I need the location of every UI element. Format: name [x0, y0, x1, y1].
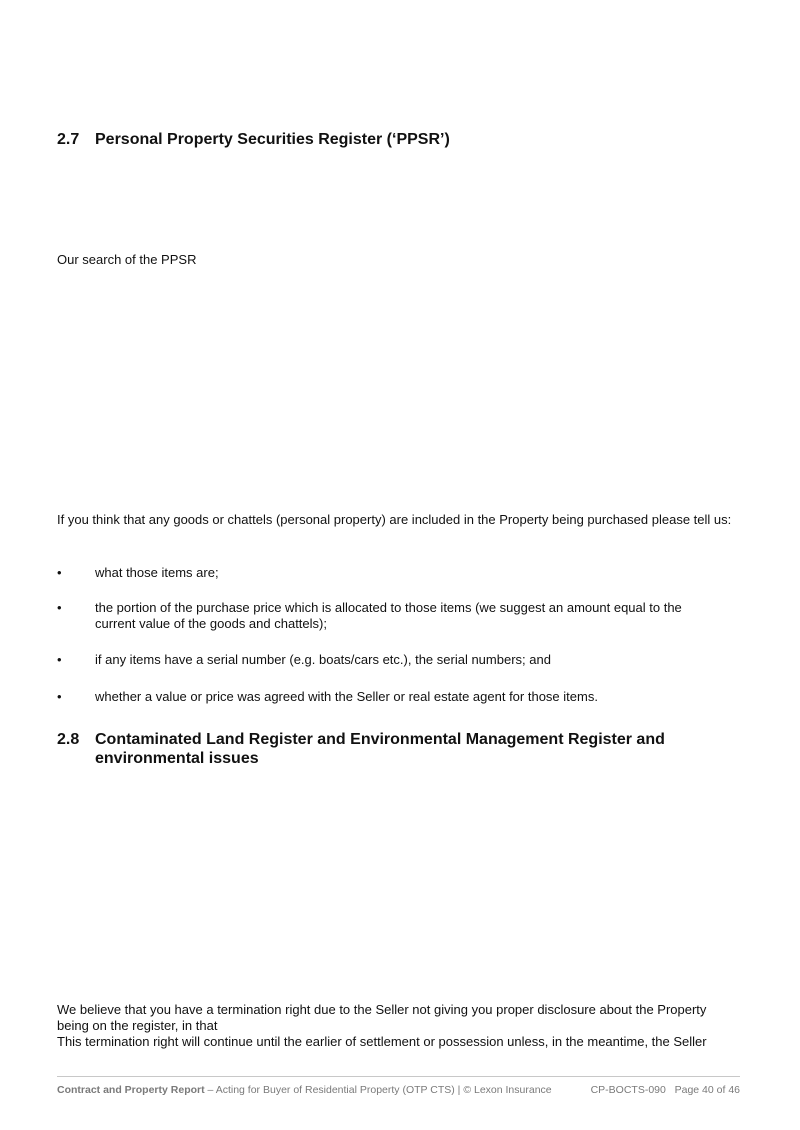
- bullet-icon: •: [57, 565, 62, 580]
- list-item: [57, 652, 747, 672]
- section-2-7-heading: [57, 130, 757, 150]
- termination-continuation-paragraph: This termination right will continue until the earlier of settlement or possession unless, in the meantime, the Seller: [57, 1034, 707, 1049]
- bullet-icon: •: [57, 652, 62, 667]
- footer-subtitle: – Acting for Buyer of Residential Property (OTP CTS) | © Lexon Insurance: [204, 1084, 552, 1096]
- bullet-text: if any items have a serial number (e.g. boats/cars etc.), the serial numbers; and: [95, 652, 551, 667]
- footer-title: Contract and Property Report: [57, 1084, 205, 1096]
- section-number: 2.8: [57, 731, 80, 748]
- list-item: [57, 565, 747, 585]
- footer-right: [591, 1084, 740, 1096]
- bullet-text: the portion of the purchase price which is allocated to those items (we suggest an amount equal to the current value of the goods and chattels);: [95, 600, 682, 631]
- footer-left: [57, 1084, 552, 1096]
- bullet-icon: •: [57, 600, 62, 615]
- ppsr-search-paragraph: Our search of the PPSR: [57, 252, 197, 267]
- bullet-text: whether a value or price was agreed with the Seller or real estate agent for those items.: [95, 689, 598, 704]
- section-2-8-heading: [57, 730, 757, 770]
- section-number: 2.7: [57, 131, 80, 148]
- bullet-icon: •: [57, 689, 62, 704]
- list-item: [57, 689, 747, 709]
- footer-document-code: CP-BOCTS-090: [590, 1084, 666, 1096]
- footer-divider: [57, 1076, 740, 1077]
- section-title: Personal Property Securities Register (‘PPSR’): [95, 131, 450, 148]
- section-title: Contaminated Land Register and Environmental Management Register and environmental issues: [95, 731, 665, 767]
- bullet-text: what those items are;: [95, 565, 219, 580]
- goods-intro-paragraph: If you think that any goods or chattels (personal property) are included in the Property being purchased please tell us:: [57, 512, 732, 527]
- termination-paragraph: We believe that you have a termination right due to the Seller not giving you proper disclosure about the Property being on the register, in that: [57, 1002, 707, 1033]
- list-item: [57, 600, 747, 636]
- footer-page-number: Page 40 of 46: [674, 1084, 740, 1096]
